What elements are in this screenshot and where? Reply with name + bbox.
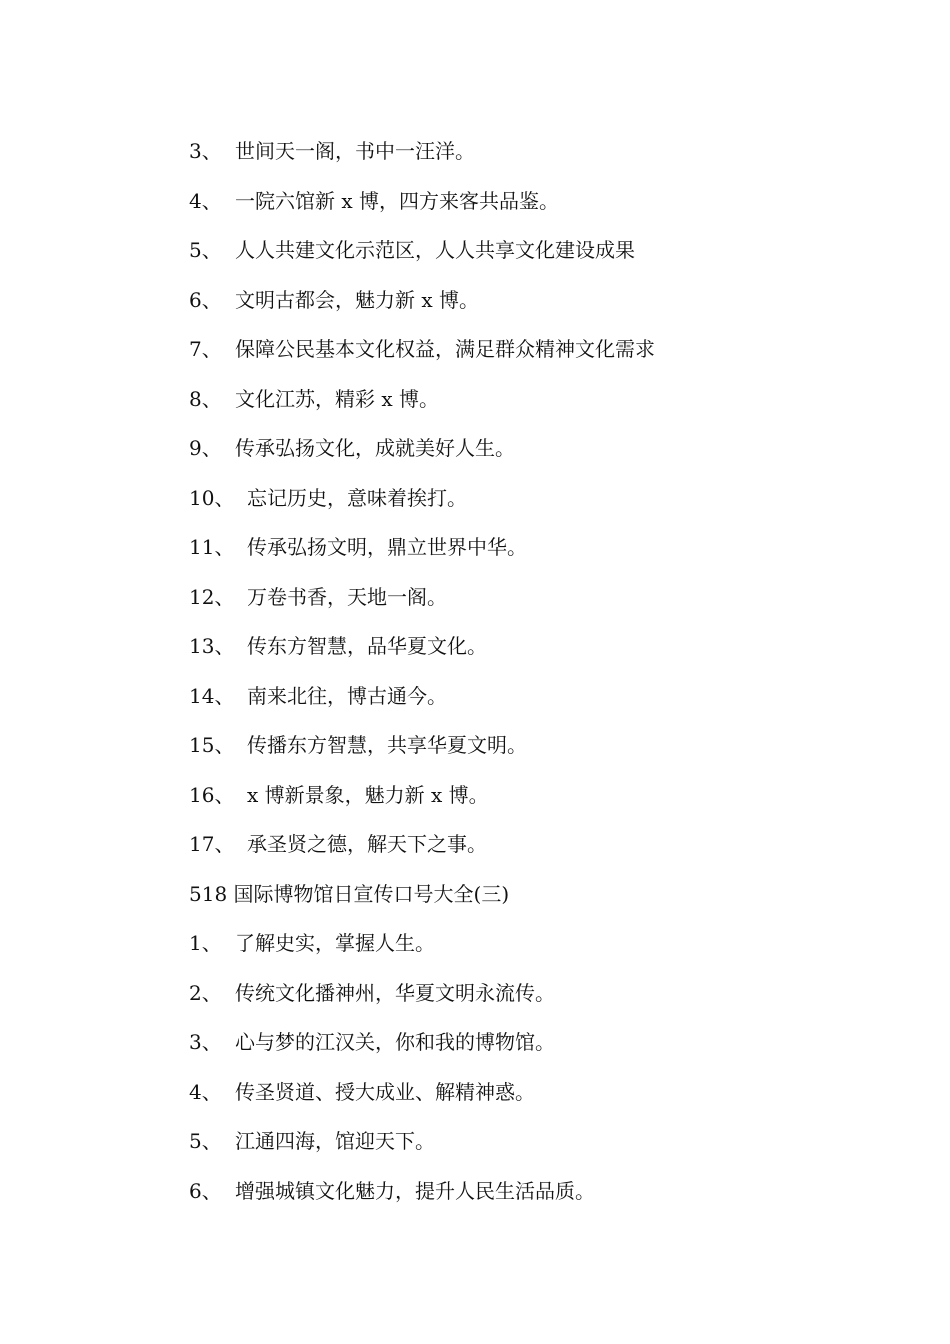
item-text: 增强城镇文化魅力，提升人民生活品质。	[235, 1178, 595, 1203]
item-text: 南来北往，博古通今。	[247, 683, 447, 708]
list-item	[189, 233, 889, 283]
list-item	[189, 827, 889, 877]
item-number: 16、	[189, 782, 235, 807]
item-number: 9、	[189, 436, 222, 460]
list-item	[189, 1124, 889, 1174]
item-text: 承圣贤之德，解天下之事。	[247, 832, 487, 856]
item-number: 11、	[189, 535, 235, 559]
item-text: 心与梦的江汉关，你和我的博物馆。	[235, 1030, 555, 1054]
section-heading-text: 518 国际博物馆日宣传口号大全(三)	[189, 881, 510, 906]
item-number: 7、	[189, 337, 222, 361]
item-number: 3、	[189, 139, 222, 163]
item-number: 13、	[189, 634, 235, 658]
item-number: 4、	[189, 1079, 222, 1104]
list-item	[189, 382, 889, 432]
item-number: 5、	[189, 1129, 222, 1153]
item-number: 8、	[189, 386, 222, 411]
item-number: 10、	[189, 485, 235, 510]
list-item	[189, 431, 889, 481]
list-item	[189, 1025, 889, 1075]
list-item	[189, 926, 889, 976]
item-text: 文化江苏，精彩 x 博。	[235, 386, 439, 411]
item-text: 忘记历史，意味着挨打。	[247, 485, 467, 510]
item-number: 2、	[189, 980, 222, 1005]
item-number: 12、	[189, 584, 235, 609]
list-item	[189, 283, 889, 333]
section-heading	[189, 877, 889, 927]
list-item	[189, 629, 889, 679]
item-text: 江通四海，馆迎天下。	[235, 1129, 435, 1153]
item-number: 3、	[189, 1030, 222, 1054]
item-text: 传圣贤道、授大成业、解精神惑。	[235, 1079, 535, 1104]
item-number: 6、	[189, 287, 222, 312]
list-item	[189, 332, 889, 382]
item-text: 一院六馆新 x 博，四方来客共品鉴。	[235, 188, 559, 213]
item-text: 传承弘扬文化，成就美好人生。	[235, 436, 515, 460]
list-item	[189, 778, 889, 828]
list-item	[189, 580, 889, 630]
item-text: 文明古都会，魅力新 x 博。	[235, 287, 479, 312]
item-number: 4、	[189, 188, 222, 213]
item-text: 保障公民基本文化权益，满足群众精神文化需求	[235, 337, 655, 361]
item-text: 世间天一阁，书中一汪洋。	[235, 139, 475, 163]
item-text: 传东方智慧，品华夏文化。	[247, 634, 487, 658]
item-text: 传播东方智慧，共享华夏文明。	[247, 733, 527, 757]
item-text: 人人共建文化示范区，人人共享文化建设成果	[235, 238, 635, 262]
list-item	[189, 134, 889, 184]
item-text: 传承弘扬文明，鼎立世界中华。	[247, 535, 527, 559]
list-item	[189, 728, 889, 778]
item-number: 5、	[189, 238, 222, 262]
list-item	[189, 481, 889, 531]
list-item	[189, 976, 889, 1026]
item-number: 6、	[189, 1178, 222, 1203]
list-item	[189, 1075, 889, 1125]
list-item	[189, 530, 889, 580]
item-text: 了解史实，掌握人生。	[235, 931, 435, 955]
item-number: 14、	[189, 683, 235, 708]
item-number: 1、	[189, 931, 222, 955]
document-body	[189, 134, 889, 1223]
list-item	[189, 1174, 889, 1224]
item-number: 15、	[189, 733, 235, 757]
list-item	[189, 679, 889, 729]
item-text: x 博新景象，魅力新 x 博。	[247, 782, 489, 807]
item-text: 万卷书香，天地一阁。	[247, 584, 447, 609]
list-item	[189, 184, 889, 234]
item-number: 17、	[189, 832, 235, 856]
item-text: 传统文化播神州，华夏文明永流传。	[235, 980, 555, 1005]
